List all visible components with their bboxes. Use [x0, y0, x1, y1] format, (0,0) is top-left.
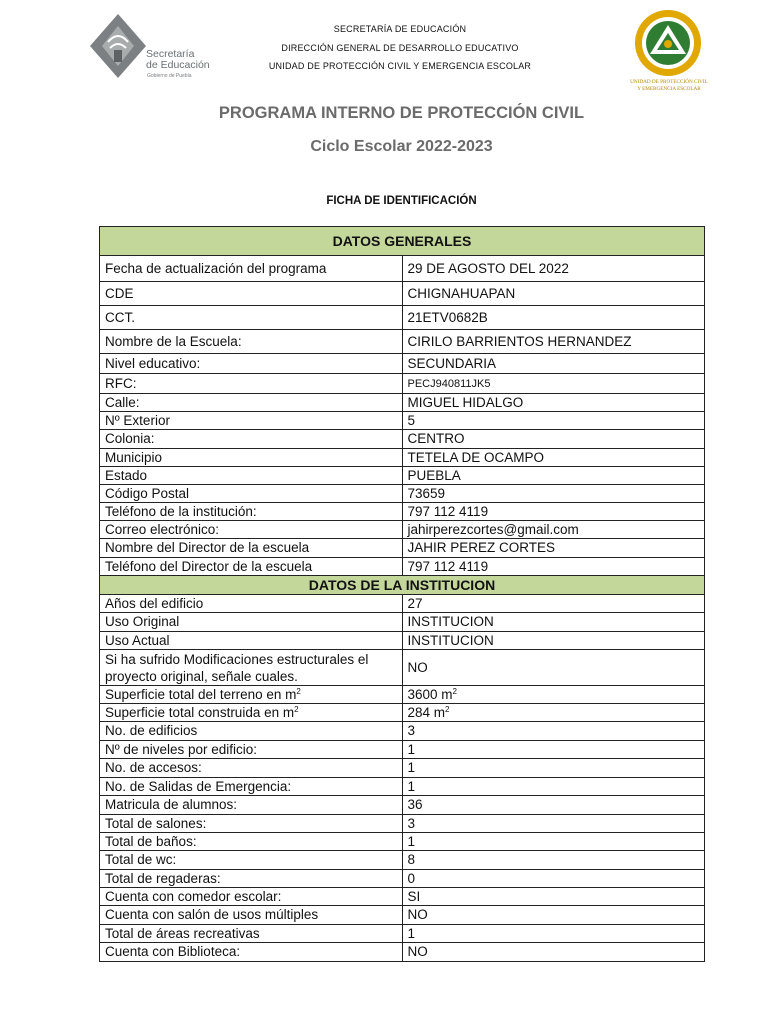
- row-value: 1: [402, 759, 705, 778]
- section-header-row: [100, 576, 705, 595]
- table-row: [100, 686, 705, 704]
- row-label: Fecha de actualización del programa: [100, 256, 403, 282]
- form-heading: FICHA DE IDENTIFICACIÓN: [326, 195, 477, 207]
- superscript: 2: [452, 686, 457, 696]
- row-value: TETELA DE OCAMPO: [402, 449, 705, 467]
- header-line-1: SECRETARÍA DE EDUCACIÓN: [333, 24, 467, 34]
- sep-logo-line1: Secretaría: [146, 48, 195, 60]
- table-row: [100, 485, 705, 503]
- table-row: [100, 330, 705, 354]
- row-value: CIRILO BARRIENTOS HERNANDEZ: [402, 330, 705, 354]
- row-label: Cuenta con comedor escolar:: [100, 888, 403, 906]
- document-header: [0, 0, 768, 100]
- sep-logo-sub: Gobierno de Puebla: [147, 73, 192, 79]
- table-row: [100, 354, 705, 374]
- row-label: Si ha sufrido Modificaciones estructurales el proyecto original, señale cuales.: [100, 650, 403, 686]
- row-label: Cuenta con Biblioteca:: [100, 943, 403, 962]
- table-row: [100, 539, 705, 558]
- upc-logo: [620, 8, 718, 96]
- civil-protection-emblem-icon: [633, 8, 703, 78]
- row-label-text: Superficie total del terreno en m: [105, 686, 297, 702]
- row-label: CDE: [100, 282, 403, 306]
- row-label-text: Superficie total construida en m: [105, 704, 295, 720]
- row-value: CENTRO: [402, 430, 705, 449]
- row-value: SECUNDARIA: [402, 354, 705, 374]
- superscript: 2: [294, 704, 299, 714]
- row-value: JAHIR PEREZ CORTES: [402, 539, 705, 558]
- upc-logo-line1: UNIDAD DE PROTECCIÓN CIVIL: [630, 79, 708, 85]
- row-label: Nº Exterior: [100, 412, 403, 430]
- table-row: [100, 503, 705, 521]
- row-label: Total de wc:: [100, 851, 403, 870]
- row-label: RFC:: [100, 374, 403, 394]
- row-value: NO: [402, 906, 705, 925]
- row-value: CHIGNAHUAPAN: [402, 282, 705, 306]
- row-value: 1: [402, 741, 705, 759]
- row-value: 1: [402, 833, 705, 851]
- row-value: NO: [402, 650, 705, 686]
- header-line-3: UNIDAD DE PROTECCIÓN CIVIL Y EMERGENCIA ESCOLAR: [268, 61, 532, 71]
- table-row: [100, 521, 705, 539]
- row-label: [100, 704, 403, 722]
- document-title: PROGRAMA INTERNO DE PROTECCIÓN CIVIL: [218, 104, 585, 122]
- row-value: 797 112 4119: [402, 503, 705, 521]
- row-label: Cuenta con salón de usos múltiples: [100, 906, 403, 925]
- table-row: [100, 943, 705, 962]
- sep-emblem-icon: [88, 12, 148, 84]
- row-label: Teléfono de la institución:: [100, 503, 403, 521]
- document-subtitle: Ciclo Escolar 2022-2023: [310, 138, 493, 155]
- row-value: SI: [402, 888, 705, 906]
- table-row: [100, 412, 705, 430]
- row-label: Municipio: [100, 449, 403, 467]
- row-value: PUEBLA: [402, 467, 705, 485]
- superscript: 2: [445, 704, 450, 714]
- row-value: 36: [402, 796, 705, 815]
- row-label: Correo electrónico:: [100, 521, 403, 539]
- row-label: Uso Original: [100, 613, 403, 632]
- row-value: 1: [402, 925, 705, 943]
- table-row: [100, 650, 705, 686]
- row-label: Colonia:: [100, 430, 403, 449]
- sep-logo-text: [146, 49, 210, 71]
- table-row: [100, 906, 705, 925]
- row-value-text: 3600 m: [407, 686, 453, 702]
- table-row: [100, 851, 705, 870]
- row-label: CCT.: [100, 306, 403, 330]
- table-row: [100, 256, 705, 282]
- row-value: 1: [402, 778, 705, 796]
- table-row: [100, 778, 705, 796]
- table-row: [100, 833, 705, 851]
- row-label: No. de accesos:: [100, 759, 403, 778]
- row-label: Total de baños:: [100, 833, 403, 851]
- row-value: 73659: [402, 485, 705, 503]
- row-value: MIGUEL HIDALGO: [402, 394, 705, 412]
- table-row: [100, 306, 705, 330]
- row-value: 27: [402, 595, 705, 613]
- row-label: Nº de niveles por edificio:: [100, 741, 403, 759]
- section-title-institucion: DATOS DE LA INSTITUCION: [100, 576, 705, 595]
- table-row: [100, 870, 705, 888]
- section-header-row: [100, 227, 705, 256]
- row-value: 21ETV0682B: [402, 306, 705, 330]
- row-value: 3: [402, 815, 705, 833]
- table-row: [100, 722, 705, 741]
- row-value: 5: [402, 412, 705, 430]
- row-label: Nivel educativo:: [100, 354, 403, 374]
- table-row: [100, 394, 705, 412]
- table-row: [100, 815, 705, 833]
- row-value: 0: [402, 870, 705, 888]
- row-label: Teléfono del Director de la escuela: [100, 558, 403, 576]
- row-value-text: 284 m: [407, 704, 446, 720]
- table-row: [100, 430, 705, 449]
- row-value: [402, 704, 705, 722]
- row-label: No. de edificios: [100, 722, 403, 741]
- row-value: 29 DE AGOSTO DEL 2022: [402, 256, 705, 282]
- row-value: 8: [402, 851, 705, 870]
- row-value: [402, 686, 705, 704]
- row-label: No. de Salidas de Emergencia:: [100, 778, 403, 796]
- row-label: Total de áreas recreativas: [100, 925, 403, 943]
- row-value: NO: [402, 943, 705, 962]
- row-value: 3: [402, 722, 705, 741]
- row-label: Uso Actual: [100, 632, 403, 650]
- row-value: 797 112 4119: [402, 558, 705, 576]
- row-value: INSTITUCION: [402, 632, 705, 650]
- row-value: INSTITUCION: [402, 613, 705, 632]
- table-row: [100, 558, 705, 576]
- row-label: Nombre del Director de la escuela: [100, 539, 403, 558]
- row-label: Estado: [100, 467, 403, 485]
- row-label: [100, 686, 403, 704]
- section-title-generales: DATOS GENERALES: [100, 227, 705, 256]
- row-value: jahirperezcortes@gmail.com: [402, 521, 705, 539]
- row-value: PECJ940811JK5: [402, 374, 705, 394]
- table-row: [100, 595, 705, 613]
- row-label: Código Postal: [100, 485, 403, 503]
- table-row: [100, 759, 705, 778]
- table-row: [100, 796, 705, 815]
- row-label: Matricula de alumnos:: [100, 796, 403, 815]
- table-row: [100, 467, 705, 485]
- table-row: [100, 374, 705, 394]
- table-row: [100, 632, 705, 650]
- row-label: Años del edificio: [100, 595, 403, 613]
- upc-logo-line2: Y EMERGENCIA ESCOLAR: [637, 86, 701, 92]
- table-row: [100, 704, 705, 722]
- table-row: [100, 449, 705, 467]
- row-label: Total de regaderas:: [100, 870, 403, 888]
- sep-logo-line2: de Educación: [146, 59, 210, 71]
- table-row: [100, 741, 705, 759]
- table-row: [100, 888, 705, 906]
- header-lines: [230, 22, 570, 78]
- header-line-2: DIRECCIÓN GENERAL DE DESARROLLO EDUCATIVO: [281, 42, 519, 53]
- row-label: Calle:: [100, 394, 403, 412]
- upc-logo-text: [620, 79, 718, 93]
- row-label: Nombre de la Escuela:: [100, 330, 403, 354]
- superscript: 2: [296, 686, 301, 696]
- identification-form-table: [99, 226, 705, 962]
- table-row: [100, 282, 705, 306]
- row-label: Total de salones:: [100, 815, 403, 833]
- table-row: [100, 925, 705, 943]
- sep-logo: [88, 12, 213, 84]
- table-row: [100, 613, 705, 632]
